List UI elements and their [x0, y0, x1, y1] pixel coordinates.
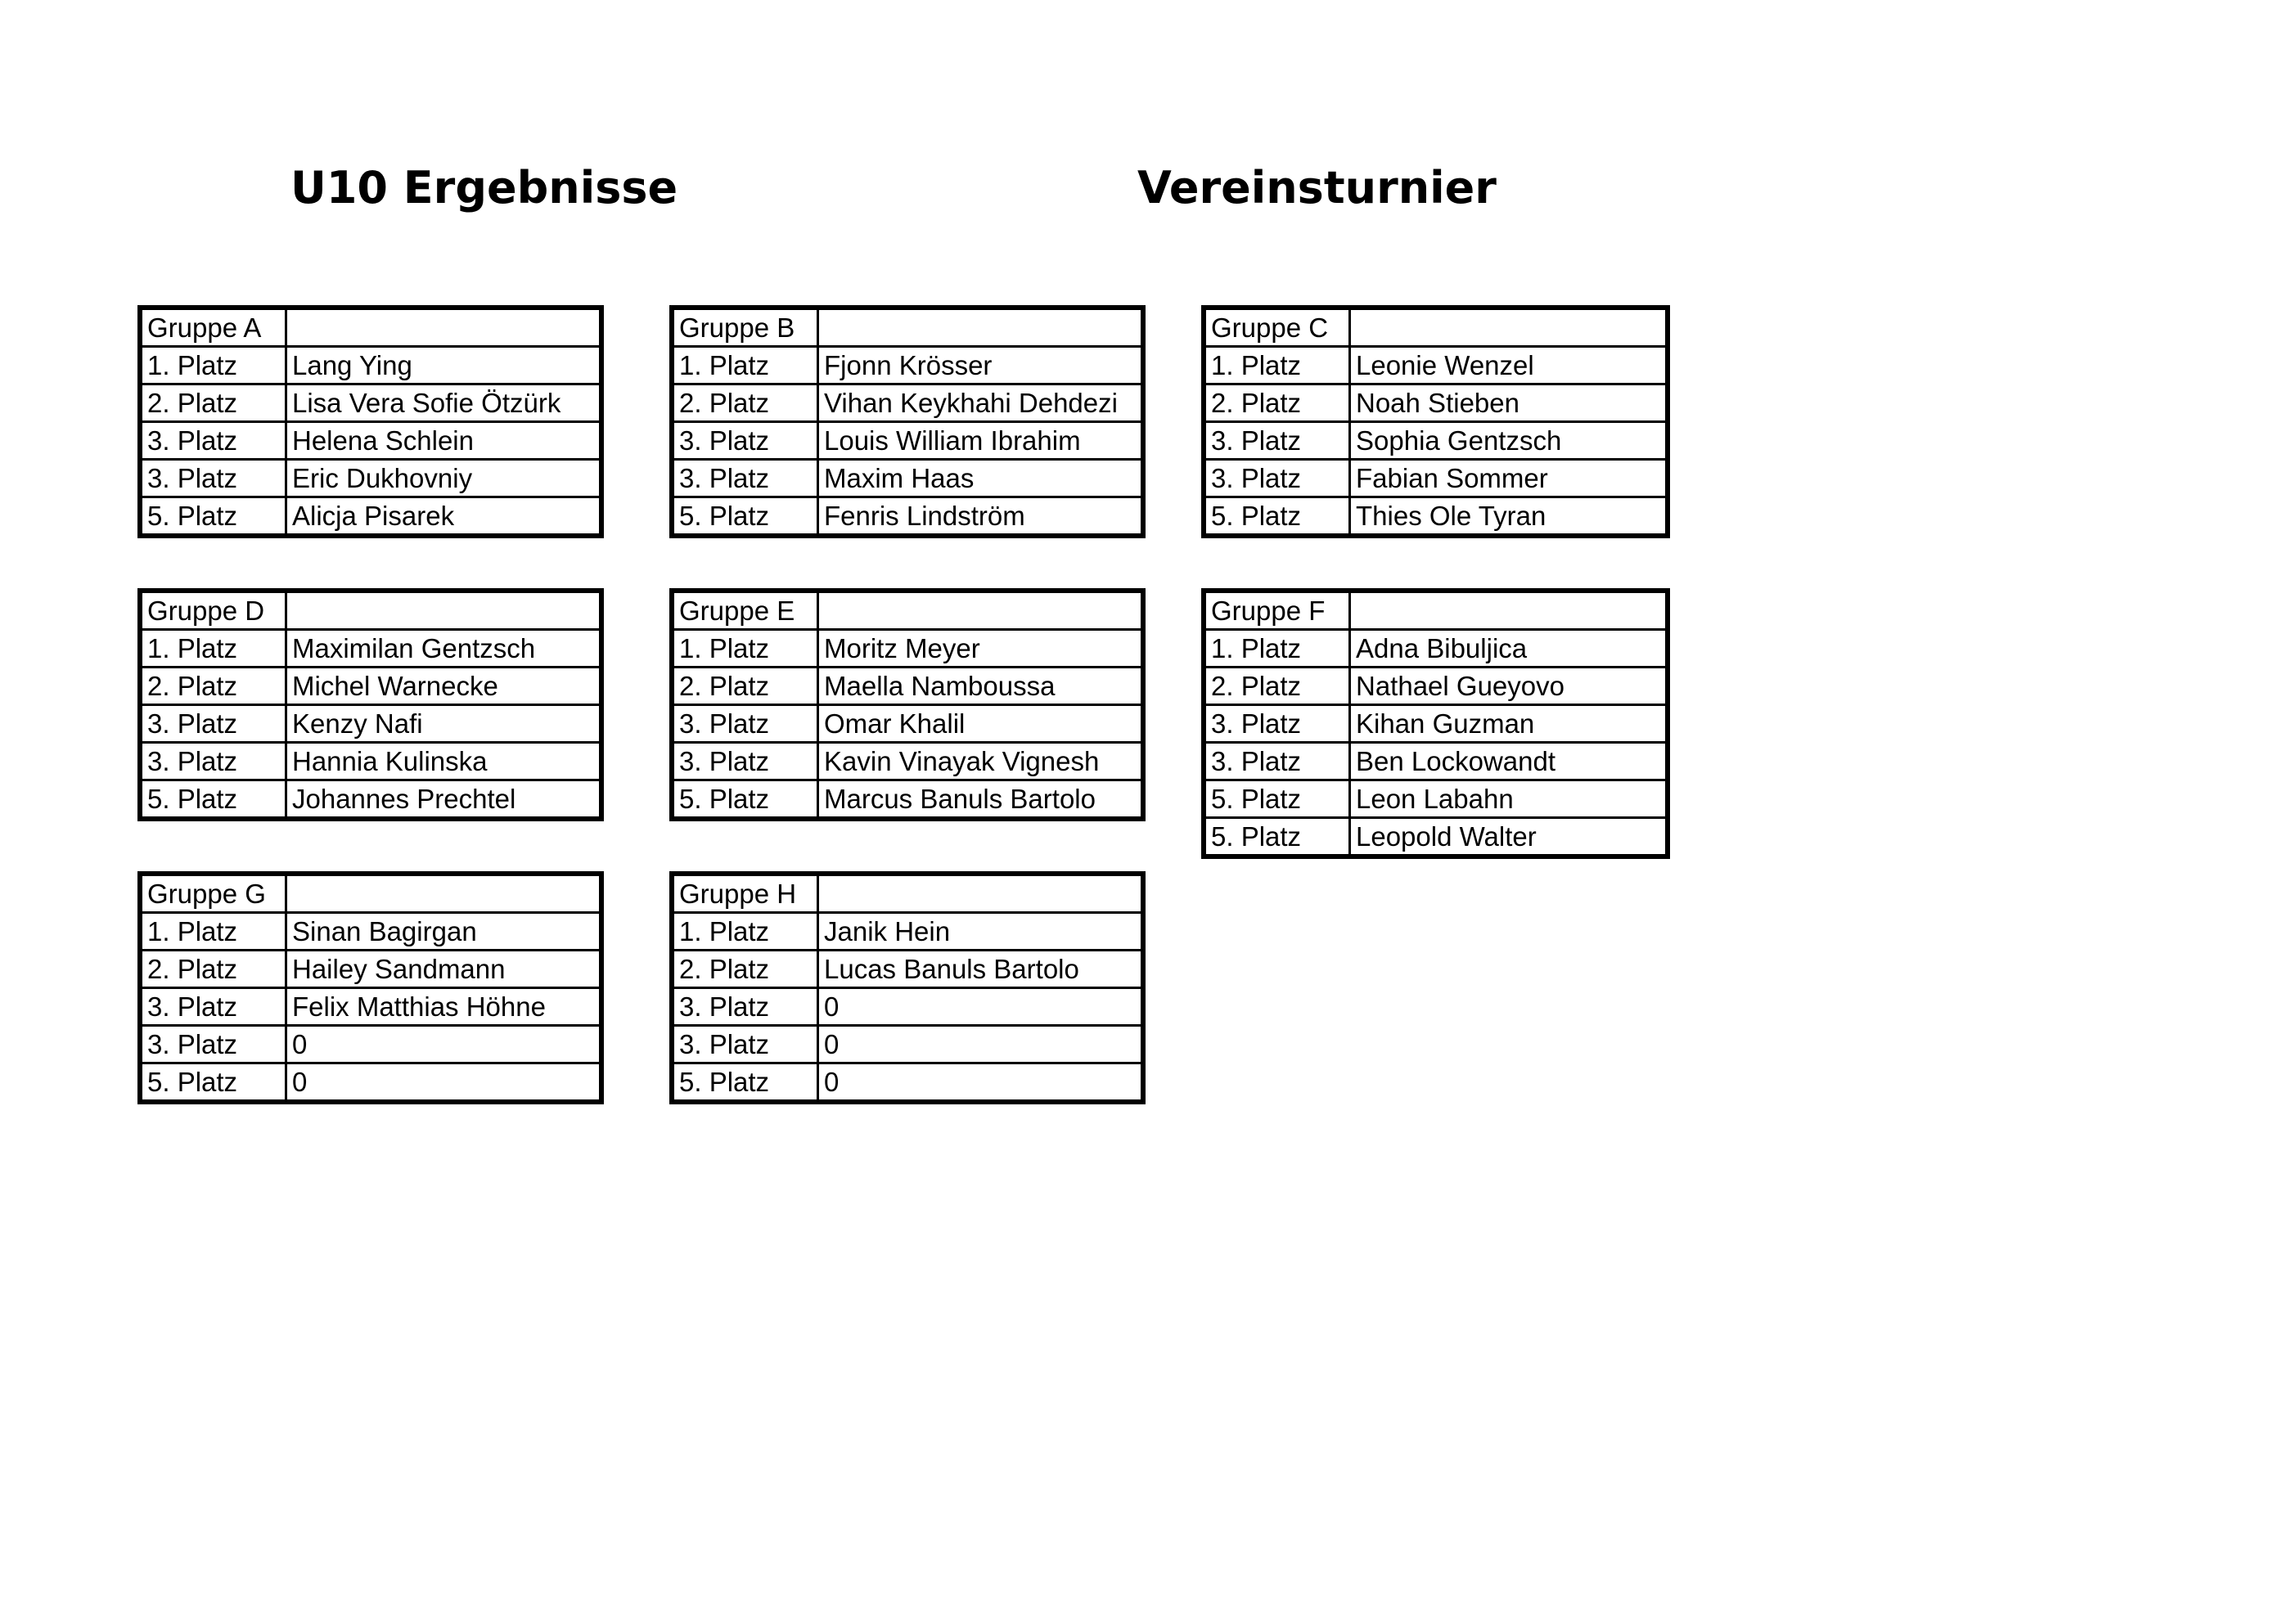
table-row: [1204, 818, 1668, 857]
group-table-a: [137, 305, 604, 538]
player-name: Thies Ole Tyran: [1350, 497, 1668, 537]
player-name: 0: [818, 988, 1144, 1026]
group-table-e: [669, 588, 1146, 821]
table-row: [672, 422, 1143, 460]
place-label: 2. Platz: [140, 384, 286, 422]
player-name: 0: [286, 1026, 602, 1063]
player-name: 0: [286, 1063, 602, 1103]
place-label: 1. Platz: [1204, 630, 1350, 668]
place-label: 5. Platz: [140, 497, 286, 537]
place-label: 1. Platz: [140, 347, 286, 384]
place-label: 3. Platz: [672, 988, 818, 1026]
player-name: Leonie Wenzel: [1350, 347, 1668, 384]
place-label: 1. Platz: [140, 630, 286, 668]
table-row: [140, 743, 601, 780]
table-row: [672, 951, 1143, 988]
place-label: 1. Platz: [672, 347, 818, 384]
place-label: 2. Platz: [140, 668, 286, 705]
place-label: 2. Platz: [672, 951, 818, 988]
place-label: 3. Platz: [140, 1026, 286, 1063]
place-label: 2. Platz: [1204, 668, 1350, 705]
group-header-empty-cell: [818, 591, 1144, 630]
table-row: [1204, 497, 1668, 537]
place-label: 3. Platz: [1204, 743, 1350, 780]
player-name: Hannia Kulinska: [286, 743, 602, 780]
player-name: 0: [818, 1026, 1144, 1063]
group-name: Gruppe F: [1204, 591, 1350, 630]
table-row: [672, 743, 1143, 780]
group-header-row: [672, 591, 1143, 630]
player-name: Fabian Sommer: [1350, 460, 1668, 497]
player-name: Lang Ying: [286, 347, 602, 384]
table-row: [140, 1026, 601, 1063]
table-row: [672, 630, 1143, 668]
table-row: [140, 347, 601, 384]
player-name: Omar Khalil: [818, 705, 1144, 743]
table-row: [140, 951, 601, 988]
place-label: 5. Platz: [672, 780, 818, 820]
group-name: Gruppe E: [672, 591, 818, 630]
place-label: 2. Platz: [672, 668, 818, 705]
place-label: 5. Platz: [672, 497, 818, 537]
place-label: 3. Platz: [1204, 460, 1350, 497]
group-header-empty-cell: [818, 308, 1144, 347]
table-row: [140, 497, 601, 537]
place-label: 5. Platz: [672, 1063, 818, 1103]
place-label: 3. Platz: [672, 705, 818, 743]
group-table-c: [1201, 305, 1670, 538]
place-label: 3. Platz: [140, 422, 286, 460]
table-row: [140, 913, 601, 951]
group-name: Gruppe H: [672, 874, 818, 913]
table-row: [140, 668, 601, 705]
group-header-empty-cell: [1350, 591, 1668, 630]
table-row: [1204, 422, 1668, 460]
player-name: Fjonn Krösser: [818, 347, 1144, 384]
table-row: [140, 988, 601, 1026]
table-row: [672, 460, 1143, 497]
table-row: [672, 1063, 1143, 1103]
place-label: 5. Platz: [1204, 780, 1350, 818]
place-label: 3. Platz: [672, 1026, 818, 1063]
table-row: [672, 988, 1143, 1026]
player-name: Nathael Gueyovo: [1350, 668, 1668, 705]
place-label: 3. Platz: [140, 743, 286, 780]
group-name: Gruppe C: [1204, 308, 1350, 347]
table-row: [1204, 705, 1668, 743]
place-label: 3. Platz: [140, 988, 286, 1026]
group-header-empty-cell: [286, 874, 602, 913]
player-name: Kavin Vinayak Vignesh: [818, 743, 1144, 780]
player-name: Kihan Guzman: [1350, 705, 1668, 743]
place-label: 1. Platz: [140, 913, 286, 951]
player-name: Sophia Gentzsch: [1350, 422, 1668, 460]
table-row: [140, 780, 601, 820]
place-label: 3. Platz: [672, 422, 818, 460]
player-name: Leopold Walter: [1350, 818, 1668, 857]
player-name: 0: [818, 1063, 1144, 1103]
group-name: Gruppe A: [140, 308, 286, 347]
player-name: Felix Matthias Höhne: [286, 988, 602, 1026]
place-label: 5. Platz: [1204, 497, 1350, 537]
place-label: 1. Platz: [672, 913, 818, 951]
player-name: Kenzy Nafi: [286, 705, 602, 743]
player-name: Noah Stieben: [1350, 384, 1668, 422]
place-label: 2. Platz: [140, 951, 286, 988]
player-name: Michel Warnecke: [286, 668, 602, 705]
table-row: [1204, 347, 1668, 384]
player-name: Marcus Banuls Bartolo: [818, 780, 1144, 820]
table-row: [1204, 384, 1668, 422]
table-row: [672, 347, 1143, 384]
player-name: Adna Bibuljica: [1350, 630, 1668, 668]
group-table-d: [137, 588, 604, 821]
group-table-g: [137, 871, 604, 1104]
table-row: [672, 913, 1143, 951]
group-header-empty-cell: [286, 591, 602, 630]
tournament-title: Vereinsturnier: [1137, 162, 1497, 214]
group-header-row: [672, 308, 1143, 347]
group-name: Gruppe D: [140, 591, 286, 630]
player-name: Moritz Meyer: [818, 630, 1144, 668]
group-header-row: [140, 308, 601, 347]
player-name: Maella Namboussa: [818, 668, 1144, 705]
place-label: 3. Platz: [672, 743, 818, 780]
player-name: Vihan Keykhahi Dehdezi: [818, 384, 1144, 422]
table-row: [140, 384, 601, 422]
place-label: 3. Platz: [1204, 422, 1350, 460]
table-row: [1204, 780, 1668, 818]
table-row: [1204, 743, 1668, 780]
player-name: Lucas Banuls Bartolo: [818, 951, 1144, 988]
player-name: Janik Hein: [818, 913, 1144, 951]
table-row: [140, 705, 601, 743]
table-row: [140, 1063, 601, 1103]
group-header-empty-cell: [818, 874, 1144, 913]
table-row: [672, 1026, 1143, 1063]
group-table-b: [669, 305, 1146, 538]
place-label: 5. Platz: [1204, 818, 1350, 857]
table-row: [672, 497, 1143, 537]
group-header-row: [140, 874, 601, 913]
player-name: Maximilan Gentzsch: [286, 630, 602, 668]
table-row: [1204, 668, 1668, 705]
player-name: Maxim Haas: [818, 460, 1144, 497]
group-header-empty-cell: [1350, 308, 1668, 347]
player-name: Eric Dukhovniy: [286, 460, 602, 497]
group-header-row: [1204, 591, 1668, 630]
table-row: [140, 422, 601, 460]
place-label: 3. Platz: [140, 705, 286, 743]
place-label: 1. Platz: [1204, 347, 1350, 384]
player-name: Johannes Prechtel: [286, 780, 602, 820]
player-name: Alicja Pisarek: [286, 497, 602, 537]
table-row: [1204, 630, 1668, 668]
place-label: 5. Platz: [140, 1063, 286, 1103]
group-table-f: [1201, 588, 1670, 859]
place-label: 5. Platz: [140, 780, 286, 820]
group-header-row: [1204, 308, 1668, 347]
group-name: Gruppe G: [140, 874, 286, 913]
place-label: 2. Platz: [1204, 384, 1350, 422]
player-name: Fenris Lindström: [818, 497, 1144, 537]
group-table-h: [669, 871, 1146, 1104]
table-row: [672, 384, 1143, 422]
table-row: [672, 705, 1143, 743]
player-name: Helena Schlein: [286, 422, 602, 460]
place-label: 3. Platz: [140, 460, 286, 497]
page-title: U10 Ergebnisse: [290, 162, 678, 214]
place-label: 3. Platz: [1204, 705, 1350, 743]
table-row: [672, 668, 1143, 705]
player-name: Ben Lockowandt: [1350, 743, 1668, 780]
player-name: Louis William Ibrahim: [818, 422, 1144, 460]
group-header-row: [672, 874, 1143, 913]
group-header-empty-cell: [286, 308, 602, 347]
player-name: Hailey Sandmann: [286, 951, 602, 988]
place-label: 3. Platz: [672, 460, 818, 497]
table-row: [1204, 460, 1668, 497]
player-name: Sinan Bagirgan: [286, 913, 602, 951]
place-label: 2. Platz: [672, 384, 818, 422]
group-header-row: [140, 591, 601, 630]
table-row: [140, 630, 601, 668]
group-name: Gruppe B: [672, 308, 818, 347]
player-name: Leon Labahn: [1350, 780, 1668, 818]
player-name: Lisa Vera Sofie Ötzürk: [286, 384, 602, 422]
table-row: [140, 460, 601, 497]
table-row: [672, 780, 1143, 820]
place-label: 1. Platz: [672, 630, 818, 668]
